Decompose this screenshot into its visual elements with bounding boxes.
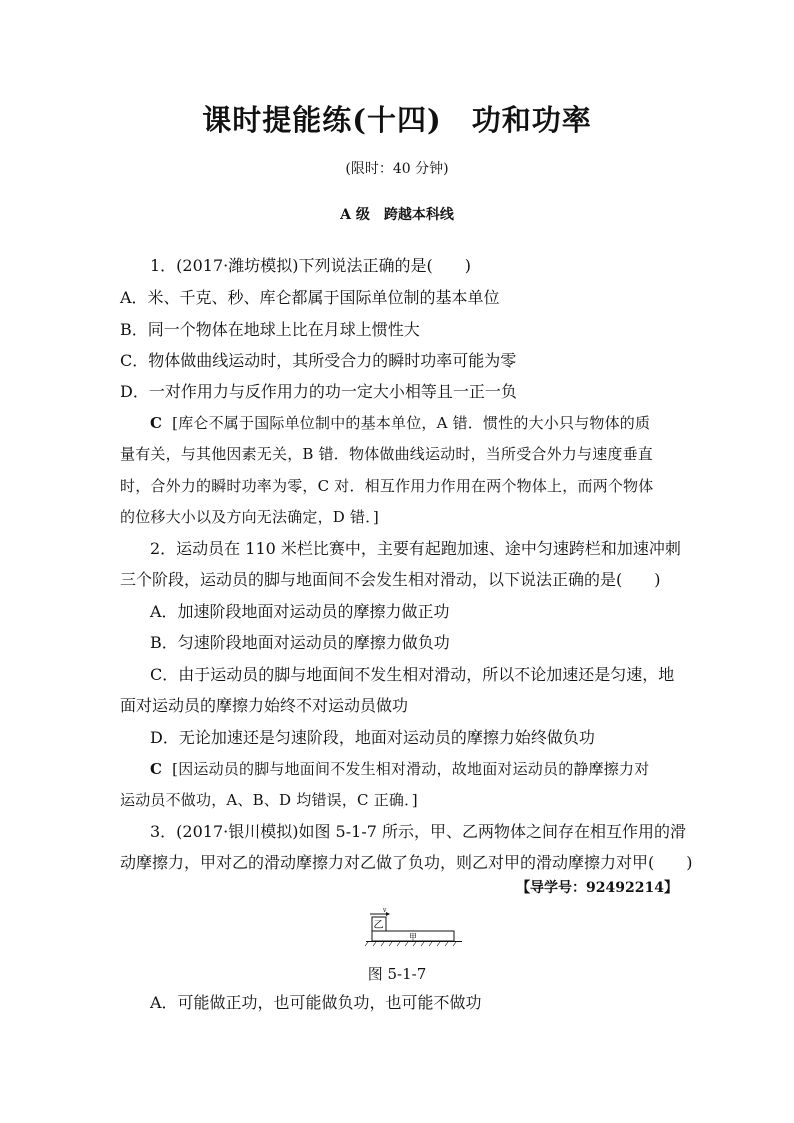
q3-stem-line-2: 动摩擦力，甲对乙的滑动摩擦力对乙做了负功，则乙对甲的滑动摩擦力对甲( ) xyxy=(120,853,693,872)
q2-option-d: D．无论加速还是匀速阶段，地面对运动员的摩擦力始终做负功 xyxy=(150,728,595,747)
section-heading: A 级 跨越本科线 xyxy=(340,207,454,223)
q2-stem-line-2: 三个阶段，运动员的脚与地面间不会发生相对滑动，以下说法正确的是( ) xyxy=(120,570,661,589)
q3-stem-line-1: 3．(2017·银川模拟)如图 5-1-7 所示，甲、乙两物体之间存在相互作用的滑 xyxy=(150,822,686,841)
q1-answer-letter: C xyxy=(150,414,163,432)
time-limit: (限时：40 分钟) xyxy=(345,161,449,177)
q2-option-c-cont: 面对运动员的摩擦力始终不对运动员做功 xyxy=(120,696,409,715)
guide-number: 【导学号：92492214】 xyxy=(516,880,678,896)
page-title: 课时提能练(十四) 功和功率 xyxy=(202,103,592,137)
q1-answer-line-4: 的位移大小以及方向无法确定，D 错．] xyxy=(120,508,379,526)
q2-answer-text: [因运动员的脚与地面间不发生相对滑动，故地面对运动员的静摩擦力对 xyxy=(172,760,650,778)
q1-stem: 1．(2017·潍坊模拟)下列说法正确的是( ) xyxy=(150,256,471,275)
q1-option-a: A．米、千克、秒、库仑都属于国际单位制的基本单位 xyxy=(120,288,500,307)
q2-option-a: A．加速阶段地面对运动员的摩擦力做正功 xyxy=(150,602,450,621)
q2-option-c: C．由于运动员的脚与地面间不发生相对滑动，所以不论加速还是匀速，地 xyxy=(150,665,675,684)
q1-answer-line-2: 量有关，与其他因素无关，B 错．物体做曲线运动时，当所受合外力与速度垂直 xyxy=(120,445,653,463)
q1-answer-text: [库仑不属于国际单位制中的基本单位，A 错．惯性的大小只与物体的质 xyxy=(172,414,651,432)
q1-answer-line-1 xyxy=(150,413,680,433)
q1-option-c: C．物体做曲线运动时，其所受合力的瞬时功率可能为零 xyxy=(120,351,517,370)
q2-option-b: B．匀速阶段地面对运动员的摩擦力做负功 xyxy=(150,633,450,652)
label-jia: 甲 xyxy=(409,932,417,942)
q2-stem-line-1: 2．运动员在 110 米栏比赛中，主要有起跑加速、途中匀速跨栏和加速冲刺 xyxy=(150,539,681,558)
figure-caption: 图 5-1-7 xyxy=(367,965,427,983)
figure-5-1-7 xyxy=(364,905,464,955)
q2-answer-line-1 xyxy=(150,759,680,779)
ground-hatching xyxy=(365,942,456,946)
q1-option-b: B．同一个物体在地球上比在月球上惯性大 xyxy=(120,320,420,339)
q3-option-a: A．可能做正功，也可能做负功，也可能不做功 xyxy=(150,993,482,1012)
label-v: v xyxy=(383,907,387,914)
q1-option-d: D．一对作用力与反作用力的功一定大小相等且一正一负 xyxy=(120,382,517,401)
velocity-arrowhead xyxy=(386,912,390,916)
label-yi: 乙 xyxy=(373,920,384,931)
q1-answer-line-3: 时，合外力的瞬时功率为零，C 对．相互作用力作用在两个物体上，而两个物体 xyxy=(120,477,654,495)
q2-answer-letter: C xyxy=(150,760,163,778)
q2-answer-line-2: 运动员不做功，A、B、D 均错误，C 正确．] xyxy=(120,791,418,809)
